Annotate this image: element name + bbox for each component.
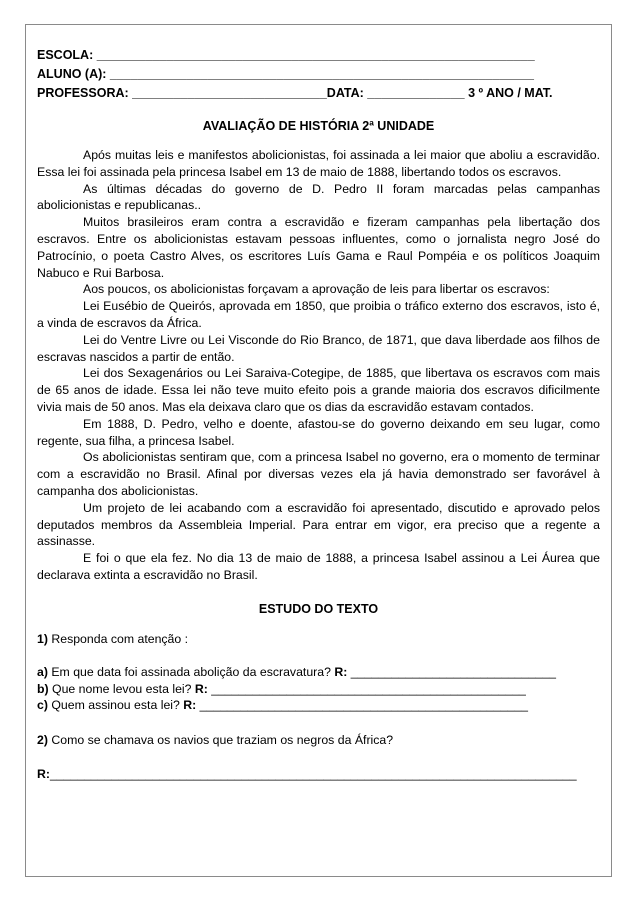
spacer xyxy=(37,647,600,664)
paragraph: Muitos brasileiros eram contra a escravidão e fizeram campanhas pela libertação dos escravos. Entre os abolicionistas estavam pessoas influentes, como o jornalista negro José do Patrocínio, o poeta Castro Alves, os escritores Luís Gama e Raul Pompéia e os políticos Joaquim Nabuco e Rui Barbosa. xyxy=(37,215,600,280)
question-1b xyxy=(37,681,600,698)
question-letter: b) xyxy=(37,681,49,696)
text-body xyxy=(37,147,600,584)
paragraph: Em 1888, D. Pedro, velho e doente, afastou-se do governo deixando em seu lugar, como regente, sua filha, a princesa Isabel. xyxy=(37,416,600,448)
study-section-title: ESTUDO DO TEXTO xyxy=(258,601,379,616)
student-line: ALUNO (A): _____________________________________________________________ xyxy=(37,67,534,81)
answer-blank[interactable]: ______________________________ xyxy=(347,665,556,680)
school-line: ESCOLA: _______________________________________________________________ xyxy=(37,48,535,62)
question-2 xyxy=(37,732,600,749)
assessment-title: AVALIAÇÃO DE HISTÓRIA 2ª UNIDADE xyxy=(202,119,435,133)
paragraph: Aos poucos, os abolicionistas forçavam a aprovação de leis para libertar os escravos: xyxy=(83,282,550,297)
paragraph: Lei dos Sexagenários ou Lei Saraiva-Cotegipe, de 1885, que libertava os escravos com mais de 65 anos de idade. Essa lei não teve muito efeito pois a grande maioria dos escravos dificilmente vivia mais de 50 anos. Mas ela deixava claro que os dias da escravidão estavam contados. xyxy=(37,366,600,414)
paragraph: Após muitas leis e manifestos abolicionistas, foi assinada a lei maior que aboliu a escravidão. Essa lei foi assinada pela princesa Isabel em 13 de maio de 1888, libertando todos os escravos. xyxy=(37,148,600,179)
answer-label: R: xyxy=(194,681,208,696)
spacer xyxy=(37,714,600,732)
paragraph: Lei do Ventre Livre ou Lei Visconde do Rio Branco, de 1871, que dava liberdade aos filhos de escravas nascidos a partir de então. xyxy=(37,332,600,364)
question-number: 1) xyxy=(37,631,48,646)
question-number: 2) xyxy=(37,732,48,747)
question-1c xyxy=(37,697,600,714)
paragraph: As últimas décadas do governo de D. Pedro II foram marcadas pelas campanhas abolicionistas e republicanas.. xyxy=(37,181,600,213)
question-1a xyxy=(37,664,600,681)
question-text: Em que data foi assinada abolição da escravatura? xyxy=(47,665,335,680)
document-content xyxy=(37,46,600,783)
answer-blank[interactable]: ________________________________________________ xyxy=(196,698,528,713)
spacer xyxy=(37,748,600,766)
teacher-date-line: PROFESSORA: ____________________________DATA: ______________ 3 º ANO / MAT. xyxy=(37,86,553,100)
paragraph: Lei Eusébio de Queirós, aprovada em 1850, que proibia o tráfico externo dos escravos, isto é, a vinda de escravos da África. xyxy=(37,299,600,330)
paragraph: Os abolicionistas sentiram que, com a princesa Isabel no governo, era o momento de terminar com a escravidão no Brasil. Afinal por diversas vezes ela já havia demonstrado ser favorável à campanha dos abolicionistas. xyxy=(37,450,600,498)
answer-label: R: xyxy=(334,665,348,680)
answer-label: R: xyxy=(37,767,50,782)
question-2-answer xyxy=(37,766,600,783)
question-1 xyxy=(37,631,600,648)
question-letter: a) xyxy=(37,665,48,680)
answer-label: R: xyxy=(183,698,197,713)
question-text: Como se chamava os navios que traziam os negros da África? xyxy=(47,732,394,747)
question-text: Quem assinou esta lei? xyxy=(47,698,184,713)
answer-blank[interactable]: _____________________________________________________________________________ xyxy=(49,767,577,782)
answer-blank[interactable]: ______________________________________________ xyxy=(207,681,526,696)
question-text: Responda com atenção : xyxy=(47,631,189,646)
question-letter: c) xyxy=(37,698,48,713)
question-text: Que nome levou esta lei? xyxy=(48,681,195,696)
paragraph: Um projeto de lei acabando com a escravidão foi apresentado, discutido e aprovado pelos deputados membros da Assembleia Imperial. Para entrar em vigor, era preciso que a regente a assinasse. xyxy=(37,500,600,549)
paragraph: E foi o que ela fez. No dia 13 de maio de 1888, a princesa Isabel assinou a Lei Áurea que declarava extinta a escravidão no Brasil. xyxy=(37,551,600,582)
